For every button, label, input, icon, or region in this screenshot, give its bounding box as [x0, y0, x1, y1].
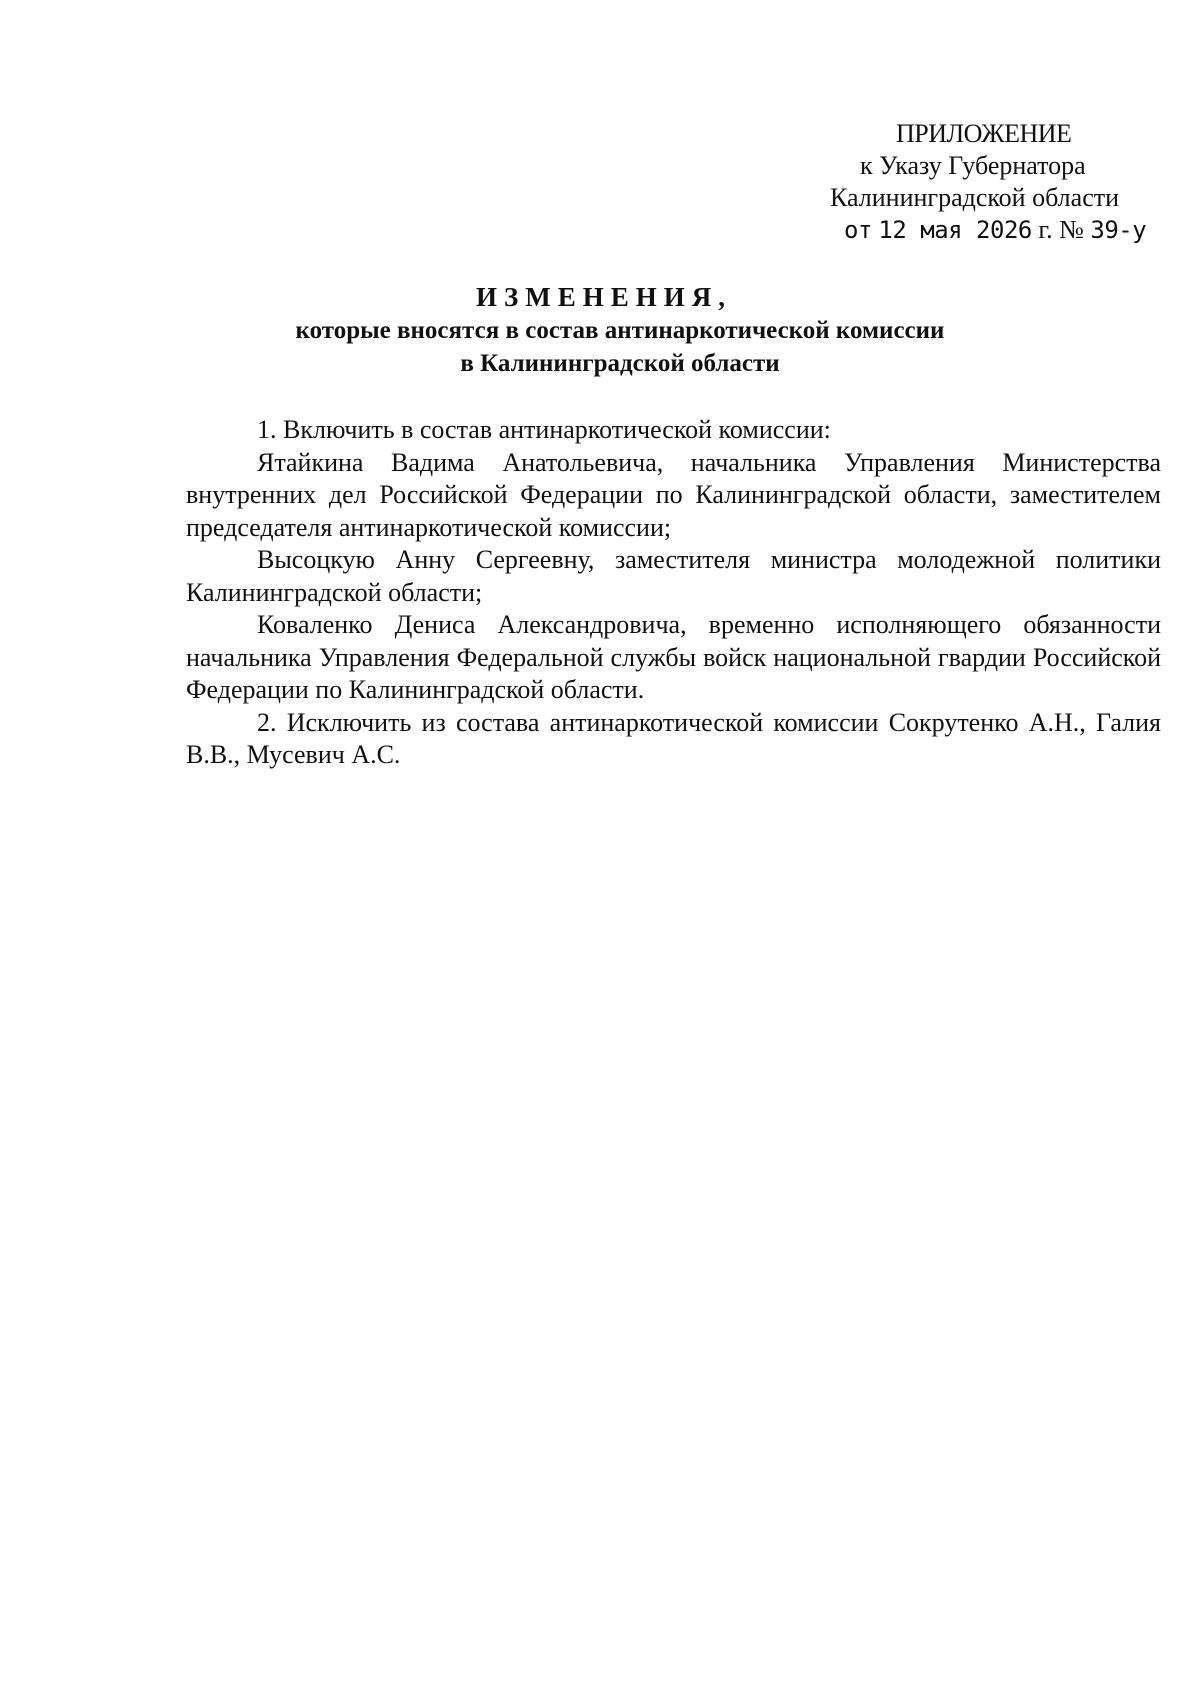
document-title: [0, 281, 1200, 380]
title-subtitle-line-2: в Калининградской области: [460, 350, 780, 377]
appendix-decree-reference: к Указу Губернатора: [860, 151, 1086, 180]
appendix-header: [830, 118, 1170, 246]
title-subtitle-line-1: которые вносятся в состав антинаркотической комиссии: [295, 317, 945, 344]
title-heading: ИЗМЕНЕНИЯ,: [475, 282, 732, 312]
document-body: [186, 414, 1161, 772]
body-paragraph: 1. Включить в состав антинаркотической комиссии:: [257, 415, 831, 444]
body-paragraph: Ятайкина Вадима Анатольевича, начальника Управления Министерства внутренних дел Российской Федерации по Калининградской области, заместителем председателя антинаркотической комиссии;: [186, 447, 1161, 542]
body-paragraph: 2. Исключить из состава антинаркотической комиссии Сокрутенко А.Н., Галия В.В., Мусевич А.С.: [186, 707, 1161, 769]
appendix-date-line: [830, 214, 1170, 246]
date-suffix: г. №: [1038, 215, 1084, 244]
date-value: 12 мая 2026: [878, 216, 1032, 244]
body-paragraph: Высоцкую Анну Сергеевну, заместителя министра молодежной политики Калининградской области;: [186, 545, 1161, 607]
appendix-region: Калининградской области: [830, 183, 1120, 212]
decree-number: 39-у: [1090, 216, 1147, 244]
appendix-label: ПРИЛОЖЕНИЕ: [896, 119, 1072, 148]
date-prefix: от: [844, 216, 872, 244]
body-paragraph: Коваленко Дениса Александровича, временно исполняющего обязанности начальника Управления Федеральной службы войск национальной гвардии Российской Федерации по Калининградской области.: [186, 610, 1161, 704]
